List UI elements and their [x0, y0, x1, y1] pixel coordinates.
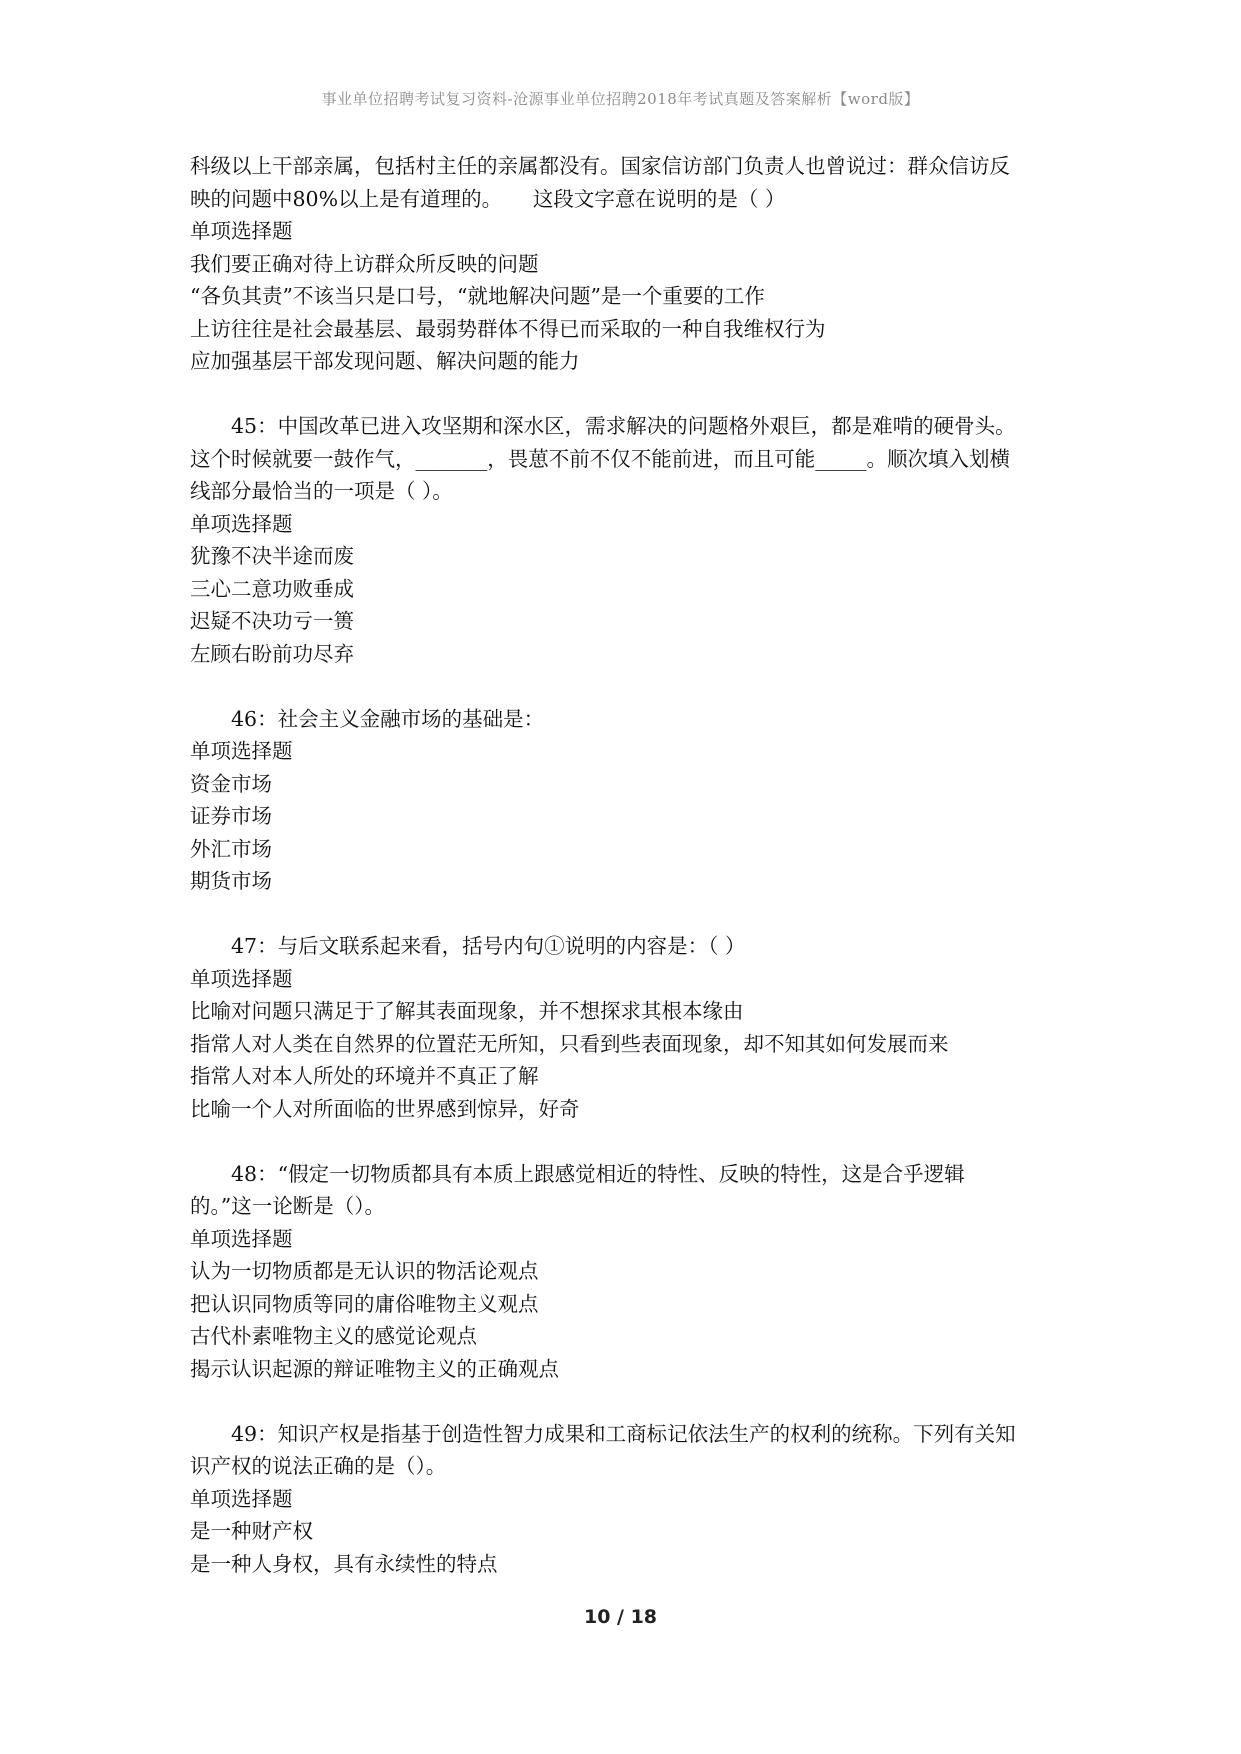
question-stem: 识产权的说法正确的是（）。	[190, 1454, 447, 1478]
option-text: 认为一切物质都是无认识的物活论观点	[190, 1259, 539, 1283]
question-stem: 这个时候就要一鼓作气，_______，畏葸不前不仅不能前进，而且可能_____。顺次填入划横	[190, 446, 1010, 471]
spacer	[190, 898, 1070, 931]
option-text: 是一种人身权，具有永续性的特点	[190, 1551, 498, 1576]
option-text: 比喻对问题只满足于了解其表面现象，并不想探求其根本缘由	[190, 999, 744, 1023]
option-text: 资金市场	[190, 771, 272, 796]
spacer	[190, 1125, 1070, 1158]
option-text: 外汇市场	[190, 836, 272, 861]
text-line: 科级以上干部亲属，包括村主任的亲属都没有。国家信访部门负责人也曾说过：群众信访反	[190, 154, 1010, 178]
question-type: 单项选择题	[190, 1226, 293, 1251]
option-text: 三心二意功败垂成	[190, 576, 354, 601]
question-stem: 46：社会主义金融市场的基础是：	[231, 706, 545, 731]
question-stem: 线部分最恰当的一项是（ ）。	[190, 479, 453, 503]
question-type: 单项选择题	[190, 511, 293, 536]
option-text: 上访往往是社会最基层、最弱势群体不得已而采取的一种自我维权行为	[190, 316, 826, 341]
option-text: 我们要正确对待上访群众所反映的问题	[190, 251, 539, 276]
option-text: 犹豫不决半途而废	[190, 544, 354, 568]
page-number: 10 / 18	[583, 1606, 658, 1628]
document-body	[190, 150, 1070, 1580]
spacer	[190, 670, 1070, 703]
option-text: 应加强基层干部发现问题、解决问题的能力	[190, 349, 580, 373]
question-stem: 的。”这一论断是（）。	[190, 1194, 385, 1218]
question-stem: 49：知识产权是指基于创造性智力成果和工商标记依法生产的权利的统称。下列有关知	[231, 1421, 1016, 1446]
spacer	[190, 378, 1070, 411]
question-type: 单项选择题	[190, 219, 293, 243]
question-type: 单项选择题	[190, 1486, 293, 1511]
option-text: 指常人对本人所处的环境并不真正了解	[190, 1064, 539, 1088]
option-text: 迟疑不决功亏一篑	[190, 609, 354, 633]
question-type: 单项选择题	[190, 966, 293, 991]
option-text: 揭示认识起源的辩证唯物主义的正确观点	[190, 1356, 559, 1381]
option-text: 古代朴素唯物主义的感觉论观点	[190, 1324, 477, 1348]
page-header: 事业单位招聘考试复习资料-沧源事业单位招聘2018年考试真题及答案解析【word版】	[321, 90, 920, 108]
option-text: 证券市场	[190, 804, 272, 828]
question-stem: 47：与后文联系起来看，括号内句①说明的内容是：（ ）	[231, 934, 746, 958]
option-text: 指常人对人类在自然界的位置茫无所知，只看到些表面现象，却不知其如何发展而来	[190, 1031, 949, 1056]
option-text: “各负其责”不该当只是口号，“就地解决问题”是一个重要的工作	[190, 284, 765, 308]
question-type: 单项选择题	[190, 739, 293, 763]
option-text: 把认识同物质等同的庸俗唯物主义观点	[190, 1291, 539, 1316]
option-text: 是一种财产权	[190, 1519, 313, 1543]
option-text: 比喻一个人对所面临的世界感到惊异，好奇	[190, 1096, 580, 1121]
option-text: 期货市场	[190, 869, 272, 893]
question-stem: 45：中国改革已进入攻坚期和深水区，需求解决的问题格外艰巨，都是难啃的硬骨头。	[231, 414, 1016, 438]
spacer	[190, 1385, 1070, 1418]
option-text: 左顾右盼前功尽弃	[190, 641, 354, 666]
text-line: 映的问题中80%以上是有道理的。 这段文字意在说明的是（ ）	[190, 186, 786, 211]
question-stem: 48：“假定一切物质都具有本质上跟感觉相近的特性、反映的特性，这是合乎逻辑	[231, 1161, 965, 1186]
